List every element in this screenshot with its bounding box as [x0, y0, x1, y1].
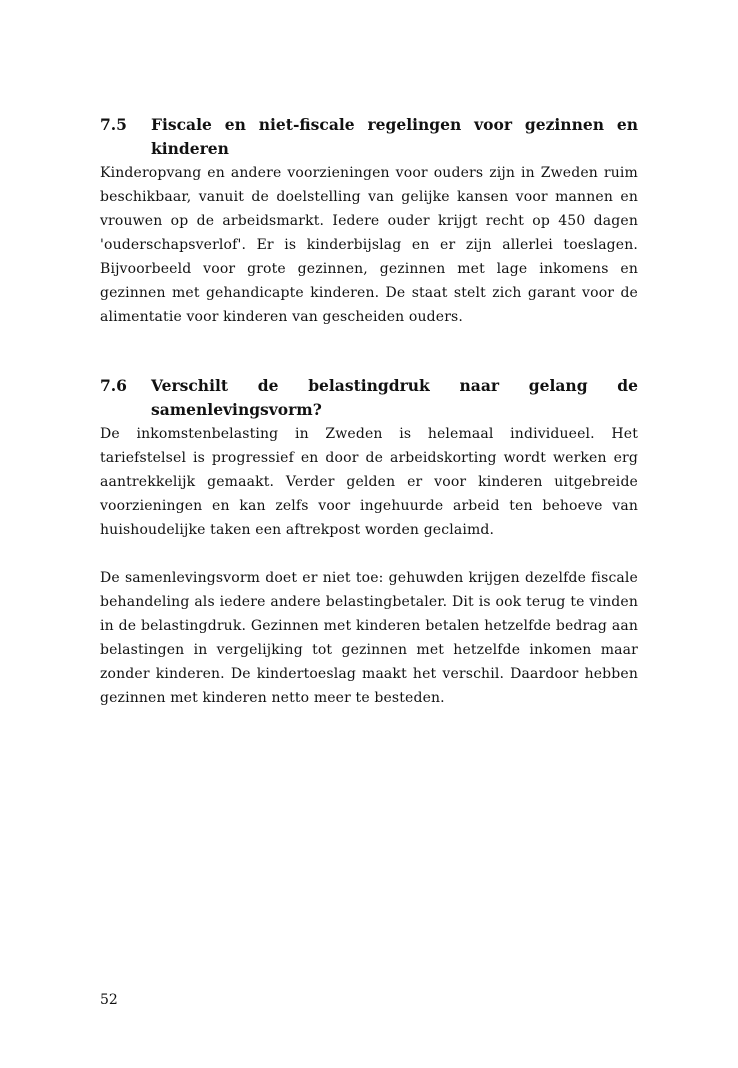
section-paragraph-1: De inkomstenbelasting in Zweden is helemaal individueel. Het tariefstelsel is progressief en door de arbeidskorting wordt werken erg aantrekkelijk gemaakt. Verder gelden er voor kinderen uitgebreide voorzieningen en kan zelfs voor ingehuurde arbeid ten behoeve van huishoudelijke taken een aftrekpost worden geclaimd.	[100, 426, 638, 538]
section-title	[151, 374, 638, 422]
section-paragraph-2: De samenlevingsvorm doet er niet toe: gehuwden krijgen dezelfde fiscale behandeling als iedere andere belastingbetaler. Dit is ook terug te vinden in de belastingdruk. Gezinnen met kinderen betalen hetzelfde bedrag aan belastingen in vergelijking tot gezinnen met hetzelfde inkomen maar zonder kinderen. De kindertoeslag maakt het verschil. Daardoor hebben gezinnen met kinderen netto meer te besteden.	[100, 570, 638, 706]
page-number: 52	[100, 992, 118, 1008]
section-number: 7.6	[100, 376, 127, 395]
section-title-line-1: Verschilt de belastingdruk naar gelang de	[151, 376, 638, 395]
section-number: 7.5	[100, 115, 127, 134]
section-title-line-2: samenlevingsvorm?	[151, 400, 322, 419]
section-heading	[100, 113, 638, 161]
section-heading	[100, 374, 638, 422]
section-7-6	[100, 374, 638, 710]
section-7-5	[100, 113, 638, 329]
section-title: Fiscale en niet-fiscale regelingen voor gezinnen en kinderen	[151, 115, 638, 158]
section-body: Kinderopvang en andere voorzieningen voor ouders zijn in Zweden ruim beschikbaar, vanuit de doelstelling van gelijke kansen voor mannen en vrouwen op de arbeidsmarkt. Iedere ouder krijgt recht op 450 dagen 'ouderschapsverlof'. Er is kinderbijslag en er zijn allerlei toeslagen. Bijvoorbeeld voor grote gezinnen, gezinnen met lage inkomens en gezinnen met gehandicapte kinderen. De staat stelt zich garant voor de alimentatie voor kinderen van gescheiden ouders.	[100, 165, 638, 325]
